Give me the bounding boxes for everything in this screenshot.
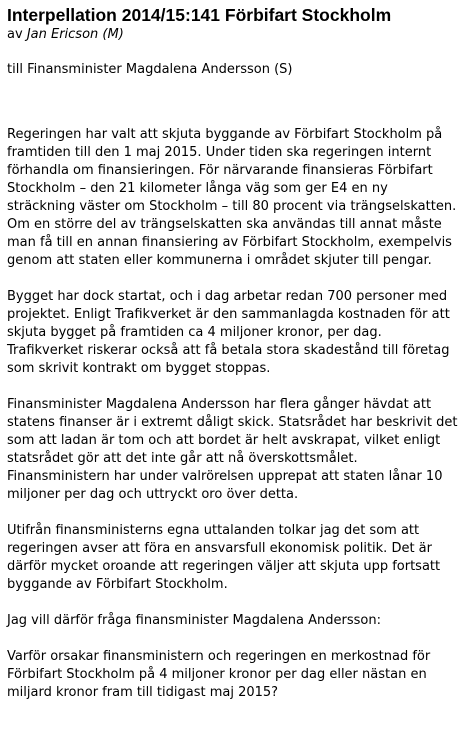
question-intro: Jag vill därför fråga finansminister Magdalena Andersson: xyxy=(7,613,381,628)
author-line xyxy=(7,26,460,44)
author-prefix: av xyxy=(7,27,23,42)
body-paragraph: Regeringen har valt att skjuta byggande av Förbifart Stockholm på framtiden till den 1 maj 2015. Under tiden ska regeringen internt förhandla om finansieringen. För närvarande finansieras Förbifart Stockholm – den 21 kilometer långa väg som ger E4 en ny sträckning väster om Stockholm – till 80 procent via trängselskatten. Om en större del av trängselskatten ska användas till annat måste man få till en annan finansiering av Förbifart Stockholm, exempelvis genom att staten eller kommunerna i området skjuter till pengar. xyxy=(7,127,457,268)
interpellation-body xyxy=(7,126,460,702)
recipient-line: till Finansminister Magdalena Andersson (S) xyxy=(7,62,293,77)
document-title: Interpellation 2014/15:141 Förbifart Stockholm xyxy=(7,5,392,25)
body-paragraph: Utifrån finansministerns egna uttalanden tolkar jag det som att regeringen avser att föra en ansvarsfull ekonomisk politik. Det är därför mycket oroande att regeringen väljer att skjuta upp fortsatt byggande av Förbifart Stockholm. xyxy=(7,523,441,592)
body-paragraph: Bygget har dock startat, och i dag arbetar redan 700 personer med projektet. Enligt Trafikverket är den sammanlagda kostnaden för att skjuta bygget på framtiden ca 4 miljoner kronor, per dag. Trafikverket riskerar också att få betala stora skadestånd till företag som skrivit kontrakt om bygget stoppas. xyxy=(7,289,450,376)
body-paragraph: Finansminister Magdalena Andersson har flera gånger hävdat att statens finanser är i extremt dåligt skick. Statsrådet har beskrivit det som att ladan är tom och att bordet är helt avskrapat, vilket enligt statsrådet gör att det inte går att nå överskottsmålet. Finansministern har under valrörelsen upprepat att staten lånar 10 miljoner per dag och uttryckt oro över detta. xyxy=(7,397,458,502)
question-text: Varför orsakar finansministern och regeringen en merkostnad för Förbifart Stockholm på 4 miljoner kronor per dag eller nästan en miljard kronor fram till tidigast maj 2015? xyxy=(7,649,431,700)
author-name: Jan Ericson (M) xyxy=(26,27,124,42)
